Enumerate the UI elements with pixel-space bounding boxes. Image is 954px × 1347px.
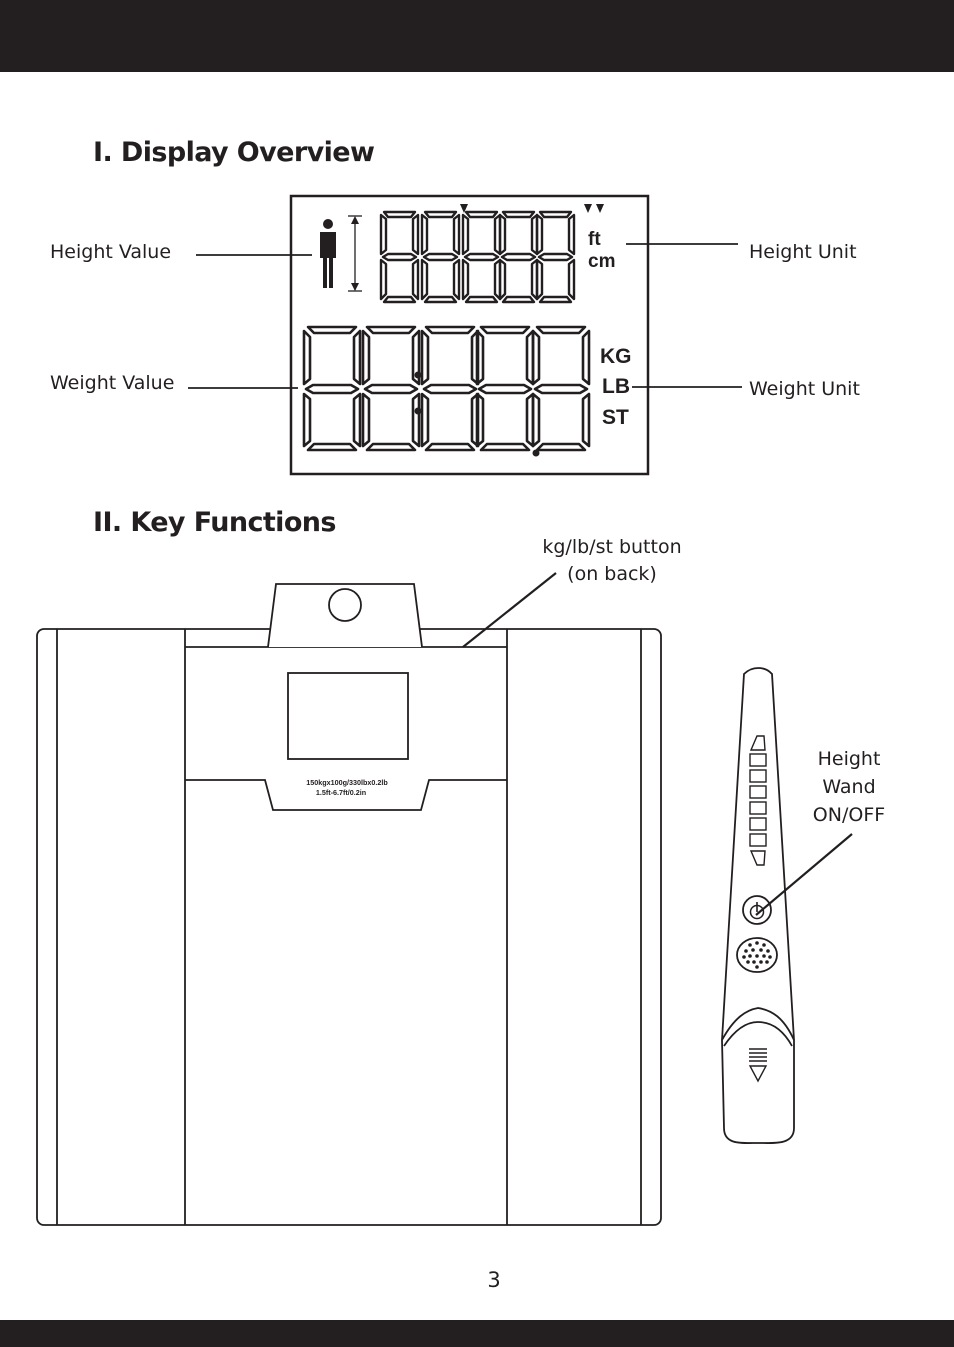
scale-height-range-text: 1.5ft-6.7ft/0.2in: [315, 788, 367, 797]
section-title-key-functions: II. Key Functions: [93, 507, 336, 538]
weight-value-label: Weight Value: [50, 372, 175, 394]
wand-label-line2: Wand: [822, 776, 876, 798]
unit-lb: LB: [602, 375, 630, 398]
wand-label-line1: Height: [817, 748, 881, 770]
scale-capacity-text: 150kgx100g/330lbx0.2lb: [306, 778, 388, 787]
page-number: 3: [487, 1268, 501, 1292]
height-unit-label: Height Unit: [749, 241, 857, 263]
unit-button-label-line2: (on back): [567, 563, 657, 585]
lcd-display: [291, 196, 648, 474]
height-wand-label: [794, 745, 904, 829]
unit-st: ST: [602, 406, 629, 429]
wand-label-line3: ON/OFF: [812, 804, 886, 826]
footer-bar: [0, 1320, 954, 1347]
scale-back-knob: [329, 589, 361, 621]
section-title-display-overview: I. Display Overview: [93, 137, 375, 168]
height-value-label: Height Value: [50, 241, 172, 263]
unit-button-label: [532, 536, 692, 585]
weight-unit-label: Weight Unit: [749, 378, 860, 400]
unit-ft: ft: [588, 229, 601, 250]
unit-kg: KG: [600, 345, 632, 368]
scale-body: [37, 584, 661, 1225]
unit-button-label-line1: kg/lb/st button: [542, 536, 682, 558]
unit-cm: cm: [588, 251, 616, 272]
